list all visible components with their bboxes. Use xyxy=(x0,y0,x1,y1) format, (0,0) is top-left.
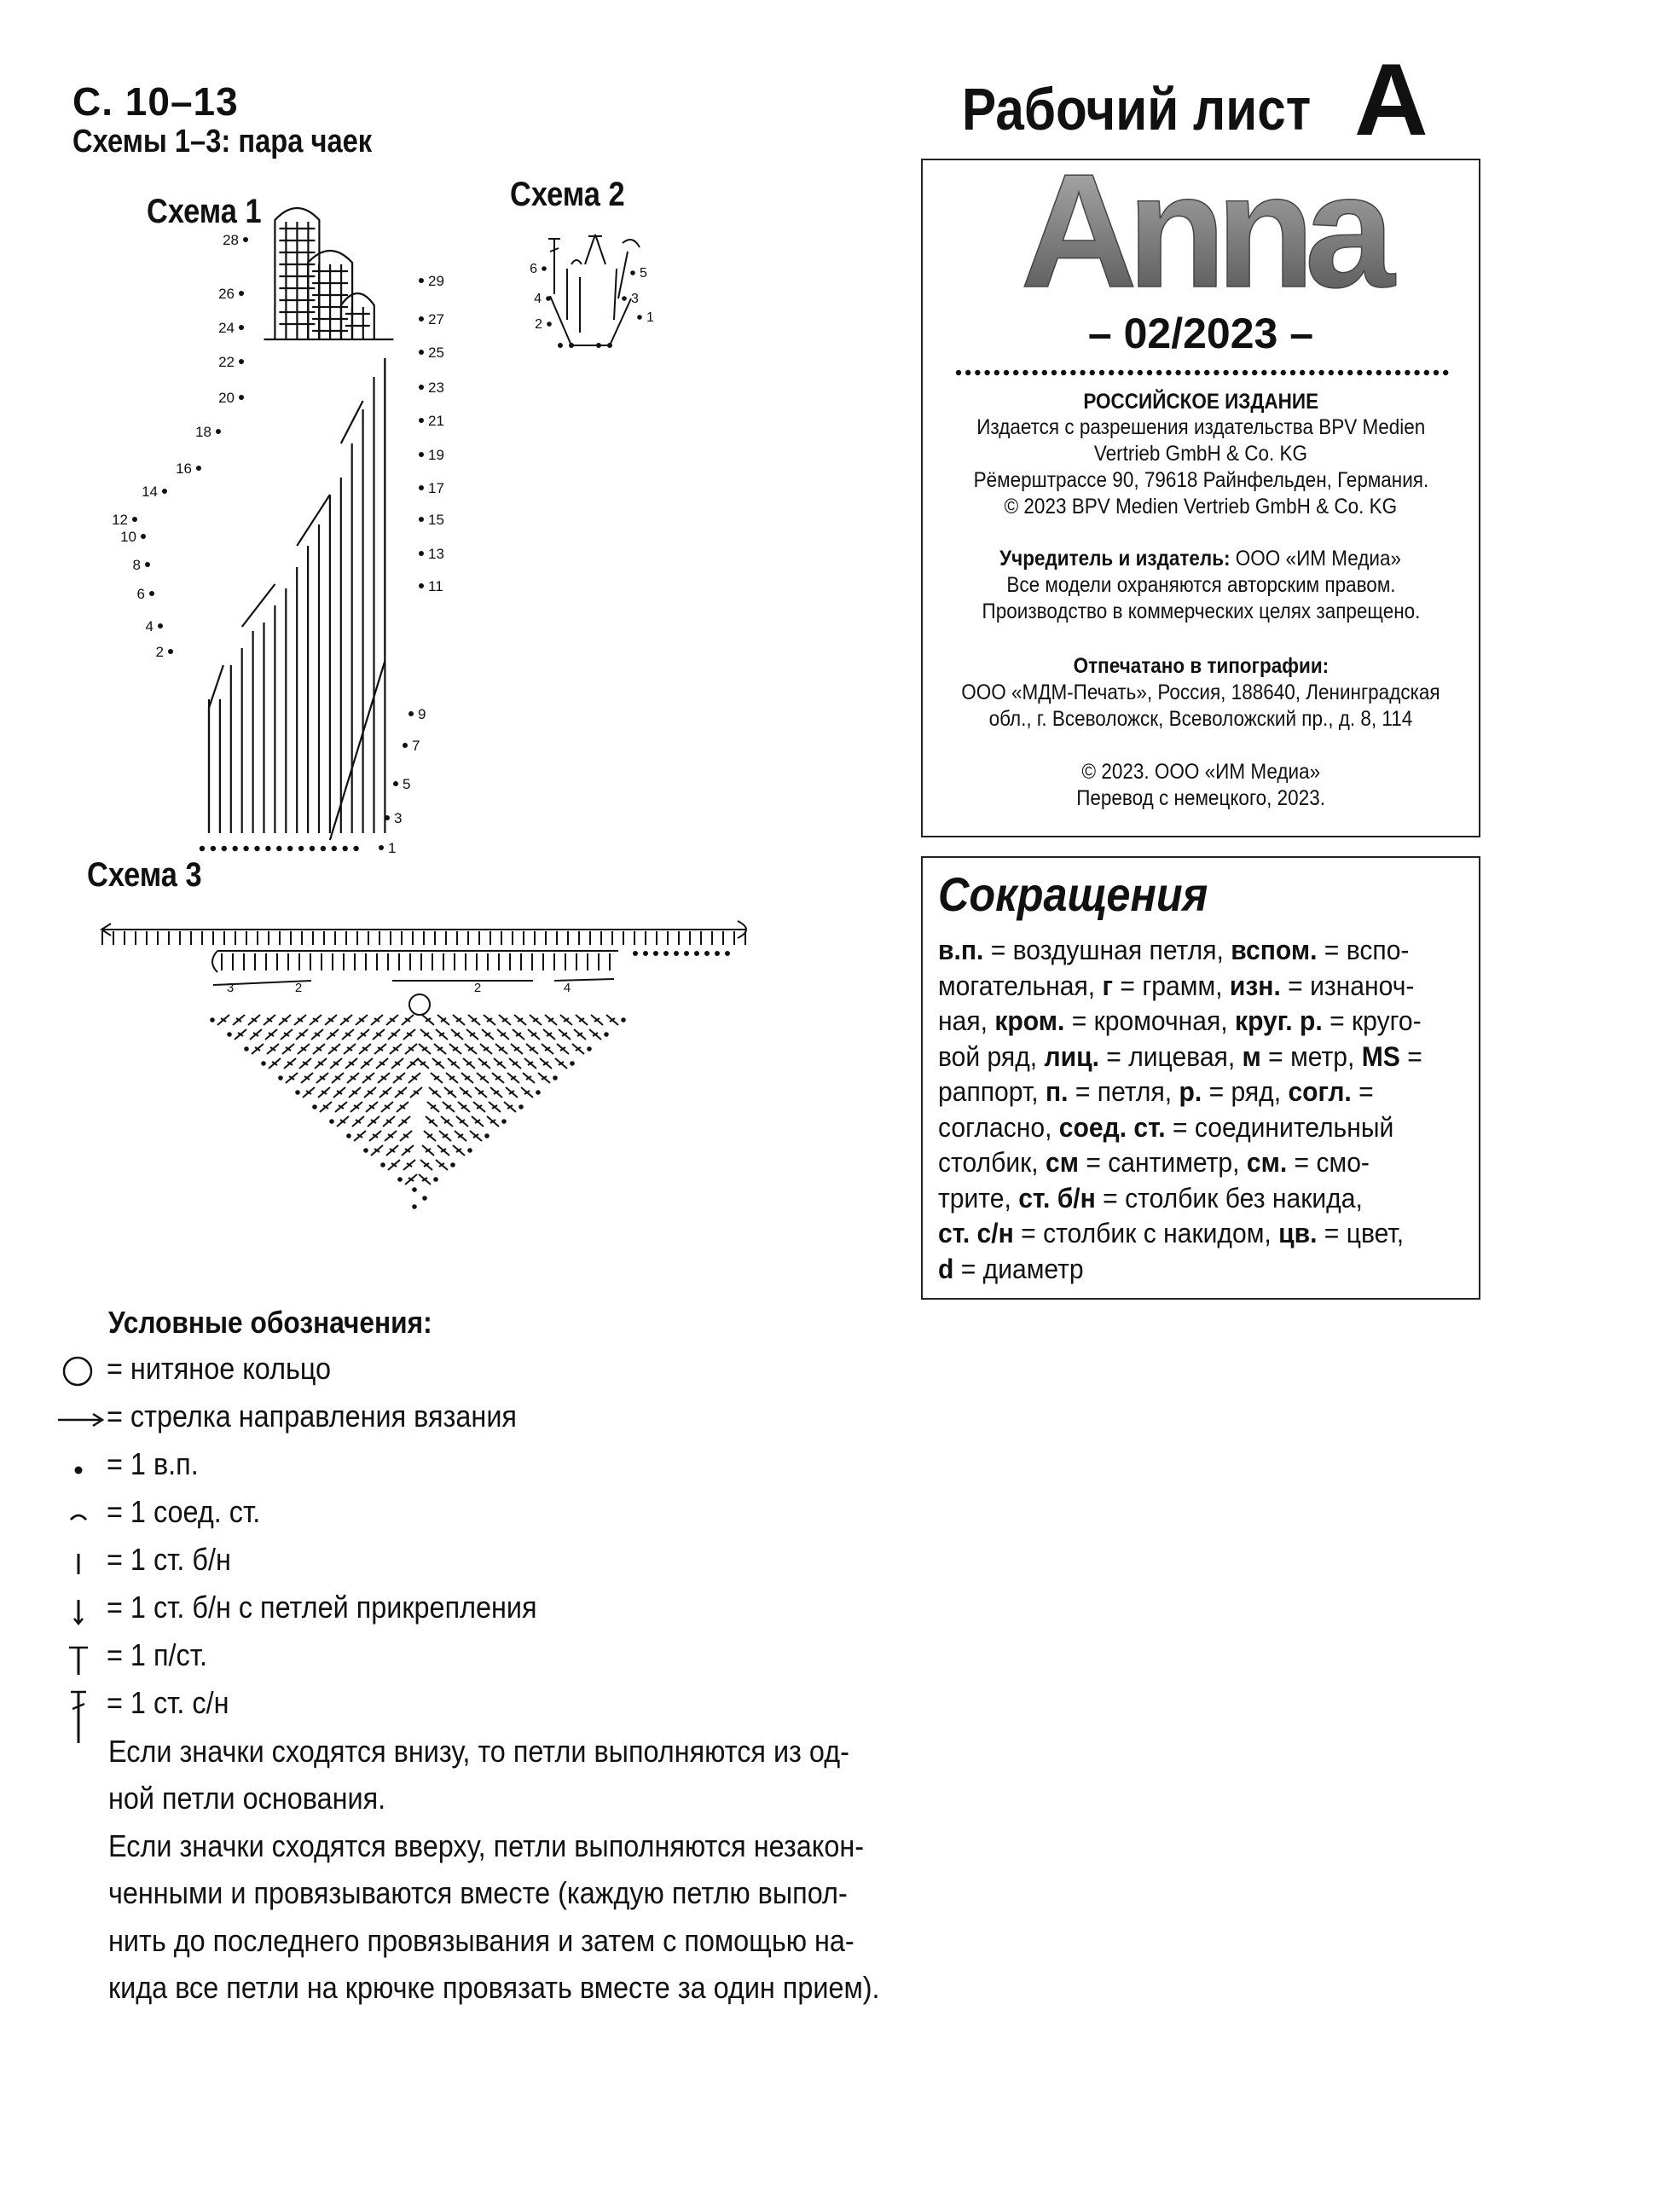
chain-dot xyxy=(312,1104,317,1109)
chain-dot xyxy=(211,846,216,851)
chain-dot xyxy=(132,517,137,522)
row-number: 3 xyxy=(631,292,639,306)
scheme-1-diagram xyxy=(112,188,512,861)
chain-dot xyxy=(397,1177,403,1182)
worksheet-title-letter: A xyxy=(1354,43,1428,157)
separator-dot xyxy=(1434,370,1439,375)
chain-stitch-icon xyxy=(55,1446,107,1486)
scheme-edge xyxy=(209,665,223,708)
chain-dot xyxy=(222,846,227,851)
row-number: 2 xyxy=(294,981,303,995)
legend-item-text: = 1 ст. б/н с петлей прикрепления xyxy=(107,1590,537,1625)
row-number: 27 xyxy=(428,311,444,327)
separator-dot xyxy=(1271,370,1276,375)
legend-title: Условные обозначения: xyxy=(108,1305,432,1340)
row-number: 6 xyxy=(530,262,537,276)
row-number: 16 xyxy=(176,461,192,477)
chain-dot xyxy=(715,951,720,956)
separator-dot xyxy=(994,370,999,375)
row-number: 2 xyxy=(535,317,542,332)
separator-dot xyxy=(1386,370,1391,375)
scheme-3-title: Схема 3 xyxy=(87,856,202,894)
chain-dot xyxy=(422,1196,427,1201)
chain-dot xyxy=(244,1046,249,1051)
separator-dot xyxy=(1195,370,1200,375)
legend-item-text: = 1 п/ст. xyxy=(107,1637,207,1672)
row-number: 18 xyxy=(195,424,211,440)
chain-dot xyxy=(419,316,424,321)
row-number: 14 xyxy=(142,484,158,500)
separator-dot xyxy=(1032,370,1037,375)
chain-dot xyxy=(239,359,244,364)
chain-dot xyxy=(287,846,293,851)
chain-dot xyxy=(569,343,574,348)
chain-dot xyxy=(343,846,348,851)
page-subtitle: Схемы 1–3: пара чаек xyxy=(72,124,373,159)
chain-dot xyxy=(168,649,173,654)
row-number: 5 xyxy=(403,776,411,792)
separator-dot xyxy=(1281,370,1286,375)
row-number: 8 xyxy=(132,557,141,573)
row-number: 9 xyxy=(418,706,426,722)
row-number: 20 xyxy=(218,390,235,406)
separator-dot xyxy=(1223,370,1228,375)
chain-dot xyxy=(145,562,150,567)
chain-dot xyxy=(643,951,648,956)
chain-dot xyxy=(674,951,679,956)
chain-dot xyxy=(419,278,424,283)
legend-note: Если значки сходятся вверху, петли выполняются незакон- xyxy=(108,1828,865,1863)
separator-dot xyxy=(1300,370,1305,375)
row-number: 2 xyxy=(155,644,164,660)
separator-dot xyxy=(1127,370,1133,375)
separator-dot xyxy=(1070,370,1075,375)
separator-dot xyxy=(1329,370,1334,375)
separator-dot xyxy=(1156,370,1162,375)
stitch-column xyxy=(614,269,617,320)
row-number: 19 xyxy=(428,447,444,463)
chain-dot xyxy=(243,846,248,851)
chain-dot xyxy=(363,1148,368,1153)
row-number: 21 xyxy=(428,413,444,429)
chain-dot xyxy=(412,1204,417,1209)
chain-dot xyxy=(637,315,642,320)
separator-dot xyxy=(1309,370,1314,375)
chain-dot xyxy=(295,1090,300,1095)
chain-dot xyxy=(419,517,424,522)
row-number: 22 xyxy=(218,354,235,370)
separator-dot xyxy=(975,370,980,375)
issue-number: – 02/2023 – xyxy=(1087,310,1314,357)
legend-note: кида все петли на крючке провязать вместе за один прием). xyxy=(108,1970,880,2005)
chain-dot xyxy=(558,343,563,348)
row-number: 4 xyxy=(563,981,571,995)
row-number: 29 xyxy=(428,273,444,289)
abbreviation-line: раппорт, п. = петля, р. = ряд, согл. = xyxy=(938,1076,1374,1107)
separator-dot xyxy=(1214,370,1219,375)
separator-dot xyxy=(1405,370,1410,375)
chain-dot xyxy=(501,1119,507,1124)
chain-dot xyxy=(518,1104,524,1109)
abbreviation-line: столбик, см = сантиметр, см. = смо- xyxy=(938,1147,1370,1178)
chain-dot xyxy=(332,846,337,851)
anna-logo xyxy=(964,141,1441,321)
separator-dot xyxy=(1414,370,1419,375)
separator-dot xyxy=(1347,370,1353,375)
row-number: 12 xyxy=(112,512,128,528)
worksheet-title-word: Рабочий лист xyxy=(962,76,1312,142)
chain-dot xyxy=(553,1075,558,1080)
chain-dot xyxy=(239,325,244,330)
single-crochet-loop-icon xyxy=(55,1590,107,1629)
copyright-text: © 2023. ООО «ИМ Медиа» Перевод с немецкого, 2023. xyxy=(1076,760,1325,810)
half-double-crochet-icon xyxy=(55,1637,107,1677)
row-number: 3 xyxy=(394,810,403,826)
row-number: 7 xyxy=(412,738,420,754)
anna-logo-text: Anna xyxy=(1020,141,1385,321)
separator-dot xyxy=(1395,370,1400,375)
separator-dot xyxy=(1376,370,1382,375)
separator-dot xyxy=(1185,370,1190,375)
chain-dot xyxy=(385,815,390,820)
chain-dot xyxy=(298,846,304,851)
chain-dot xyxy=(663,951,669,956)
row-number: 23 xyxy=(428,379,444,396)
abbreviation-line: ст. с/н = столбик с накидом, цв. = цвет, xyxy=(938,1218,1405,1248)
chain-dot xyxy=(346,1133,351,1138)
separator-dot xyxy=(1443,370,1448,375)
legend-item-text: = 1 ст. б/н xyxy=(107,1542,231,1577)
chain-dot xyxy=(239,291,244,296)
stitch-column xyxy=(595,235,605,264)
worksheet-title xyxy=(962,43,1428,157)
chain-dot xyxy=(216,429,221,434)
separator-dot xyxy=(1424,370,1429,375)
chain-dot xyxy=(393,781,398,786)
chain-dot xyxy=(419,385,424,390)
chain-dot xyxy=(536,1090,541,1095)
row-number: 5 xyxy=(640,266,647,281)
abbreviations-title: Сокращения xyxy=(938,867,1208,921)
single-crochet-icon xyxy=(55,1542,107,1581)
abbreviations-list xyxy=(938,933,1467,1287)
separator-dot xyxy=(1338,370,1343,375)
slip-stitch-icon xyxy=(55,1494,107,1533)
chain-dot xyxy=(547,321,552,327)
row-number: 1 xyxy=(388,840,397,856)
legend-item-text: = нитяное кольцо xyxy=(107,1351,332,1386)
printer-text: Отпечатано в типографии: ООО «МДМ-Печать», Россия, 188640, Ленинградская обл., г. Всеволожск, Всеволожский пр., д. 8, 114 xyxy=(961,654,1440,731)
double-crochet-icon xyxy=(55,1685,107,1745)
abbreviation-line: могательная, г = грамм, изн. = изнаноч- xyxy=(938,970,1415,1001)
scheme-2-title: Схема 2 xyxy=(510,176,625,213)
chain-dot xyxy=(596,343,601,348)
chain-dot xyxy=(704,951,710,956)
chain-dot xyxy=(239,395,244,400)
scheme-1-title: Схема 1 xyxy=(147,193,262,230)
chain-dot xyxy=(621,1017,626,1022)
chain-dot xyxy=(149,591,154,596)
direction-arrow-icon xyxy=(55,1399,107,1438)
row-number: 17 xyxy=(428,480,444,496)
chain-dot xyxy=(233,846,238,851)
legend-note: нить до последнего провязывания и затем с помощью на- xyxy=(108,1923,854,1958)
legend-item-text: = 1 в.п. xyxy=(107,1446,199,1481)
chain-dot xyxy=(419,350,424,355)
separator-dot xyxy=(1261,370,1266,375)
separator-dot xyxy=(1042,370,1047,375)
stitch-column xyxy=(618,252,628,298)
separator-dot xyxy=(1013,370,1018,375)
abbreviation-line: трите, ст. б/н = столбик без накида, xyxy=(938,1182,1363,1214)
chain-dot xyxy=(633,951,638,956)
row-number: 28 xyxy=(223,232,239,248)
chain-dot xyxy=(408,711,414,716)
chain-dot xyxy=(622,296,627,301)
scheme-edge xyxy=(550,296,631,345)
separator-dot xyxy=(1099,370,1104,375)
chain-dot xyxy=(412,1187,417,1192)
abbreviation-line: вой ряд, лиц. = лицевая, м = метр, MS = xyxy=(938,1040,1422,1072)
scheme-3-diagram xyxy=(90,912,772,1211)
chain-dot xyxy=(141,534,146,539)
separator-dot xyxy=(1109,370,1114,375)
finger-outline xyxy=(341,293,374,339)
chain-dot xyxy=(276,846,281,851)
legend-item-text: = 1 ст. с/н xyxy=(107,1685,229,1720)
abbreviation-line: d = диаметр xyxy=(938,1253,1084,1284)
row-number: 4 xyxy=(534,292,542,306)
chain-dot xyxy=(265,846,270,851)
row-number: 1 xyxy=(646,310,654,325)
publisher-text: Издается с разрешения издательства BPV Medien Vertrieb GmbH & Co. KG Рёмерштрассе 90, 79618 Райнфельден, Германия. © 2023 BPV Medien Vertrieb GmbH & Co. KG xyxy=(973,415,1428,518)
separator-dot xyxy=(1004,370,1009,375)
separator-dot xyxy=(1022,370,1028,375)
chain-dot xyxy=(158,623,163,629)
chain-dot xyxy=(380,1162,385,1167)
chain-dot xyxy=(684,951,689,956)
separator-dot xyxy=(1138,370,1143,375)
chain-dot xyxy=(587,1046,592,1051)
chain-dot xyxy=(329,1119,334,1124)
chain-dot xyxy=(254,846,259,851)
chain-dot xyxy=(200,846,205,851)
chain-dot xyxy=(196,466,201,471)
chain-dot xyxy=(278,1075,283,1080)
chain-dot xyxy=(653,951,658,956)
separator-dot xyxy=(965,370,970,375)
magic-ring-icon xyxy=(55,1351,107,1390)
chain-dot xyxy=(725,951,730,956)
magic-ring xyxy=(409,994,430,1015)
chain-dot xyxy=(607,343,612,348)
chain-dot xyxy=(419,418,424,423)
separator-dot xyxy=(1233,370,1238,375)
chain-dot xyxy=(162,489,167,494)
separator-dot xyxy=(1118,370,1123,375)
chain-dot xyxy=(321,846,326,851)
separator-dot xyxy=(1357,370,1362,375)
row-number: 4 xyxy=(145,618,154,634)
chain-dot xyxy=(546,296,551,301)
row-number: 10 xyxy=(120,529,136,545)
edition-label: РОССИЙСКОЕ ИЗДАНИЕ xyxy=(1083,390,1318,414)
separator-dot xyxy=(1175,370,1180,375)
legend-note: ченными и провязываются вместе (каждую петлю выпол- xyxy=(108,1875,848,1910)
chain-dot xyxy=(419,551,424,556)
chain-dot xyxy=(261,1061,266,1066)
row-number: 2 xyxy=(473,981,482,995)
slip-stitch xyxy=(623,240,640,247)
dotted-separator xyxy=(955,368,1450,377)
chain-dot xyxy=(227,1032,232,1037)
scheme-edge xyxy=(330,661,385,840)
row-number: 15 xyxy=(428,512,444,528)
separator-dot xyxy=(1243,370,1248,375)
separator-dot xyxy=(956,370,961,375)
page-reference: С. 10–13 xyxy=(72,79,239,124)
chain-dot xyxy=(210,1017,215,1022)
separator-dot xyxy=(1366,370,1371,375)
separator-dot xyxy=(1051,370,1057,375)
legend-item-text: = 1 соед. ст. xyxy=(107,1494,261,1529)
chain-dot xyxy=(542,266,547,271)
row-number: 24 xyxy=(218,320,235,336)
separator-dot xyxy=(1290,370,1295,375)
row-number: 11 xyxy=(428,578,443,594)
row-number: 3 xyxy=(226,981,235,995)
chain-dot xyxy=(570,1061,575,1066)
separator-dot xyxy=(1318,370,1324,375)
chain-dot xyxy=(310,846,315,851)
founder-text: Учредитель и издатель: ООО «ИМ Медиа» Все модели охраняются авторским правом. Производство в коммерческих целях запрещено. xyxy=(982,547,1420,623)
scheme-edge xyxy=(242,584,275,627)
row-number: 6 xyxy=(136,586,145,602)
row-number: 13 xyxy=(428,546,444,562)
chain-dot xyxy=(419,583,424,588)
separator-dot xyxy=(1061,370,1066,375)
separator-dot xyxy=(1252,370,1257,375)
chain-dot xyxy=(484,1133,490,1138)
chain-dot xyxy=(694,951,699,956)
chain-dot xyxy=(450,1162,455,1167)
chain-dot xyxy=(419,485,424,490)
chain-dot xyxy=(433,1177,438,1182)
abbreviation-line: в.п. = воздушная петля, вспом. = вспо- xyxy=(938,935,1410,965)
chain-dot xyxy=(403,743,408,748)
legend-item-text: = стрелка направления вязания xyxy=(107,1399,517,1434)
scheme-edge xyxy=(297,495,330,546)
chain-dot xyxy=(353,846,358,851)
separator-dot xyxy=(984,370,989,375)
chain-dot xyxy=(467,1148,472,1153)
separator-dot xyxy=(1090,370,1095,375)
separator-dot xyxy=(1204,370,1209,375)
legend-note: ной петли основания. xyxy=(108,1781,386,1816)
separator-dot xyxy=(1166,370,1171,375)
abbreviation-line: ная, кром. = кромочная, круг. р. = круго- xyxy=(938,1005,1422,1036)
chain-dot xyxy=(379,845,384,850)
slip-stitch xyxy=(212,951,217,972)
chain-dot xyxy=(630,270,635,275)
row-number: 25 xyxy=(428,345,444,361)
scheme-2-diagram xyxy=(520,217,665,367)
separator-dot xyxy=(1147,370,1152,375)
chain-dot xyxy=(419,452,424,457)
chain-dot xyxy=(243,237,248,242)
row-number: 26 xyxy=(218,286,235,302)
chain-dot xyxy=(604,1032,609,1037)
abbreviation-line: согласно, соед. ст. = соединительный xyxy=(938,1111,1394,1143)
stitch-column xyxy=(585,235,595,264)
separator-dot xyxy=(1080,370,1085,375)
scheme-edge xyxy=(341,401,363,443)
slip-stitch xyxy=(571,260,582,264)
legend-note: Если значки сходятся внизу, то петли выполняются из од- xyxy=(108,1734,849,1769)
